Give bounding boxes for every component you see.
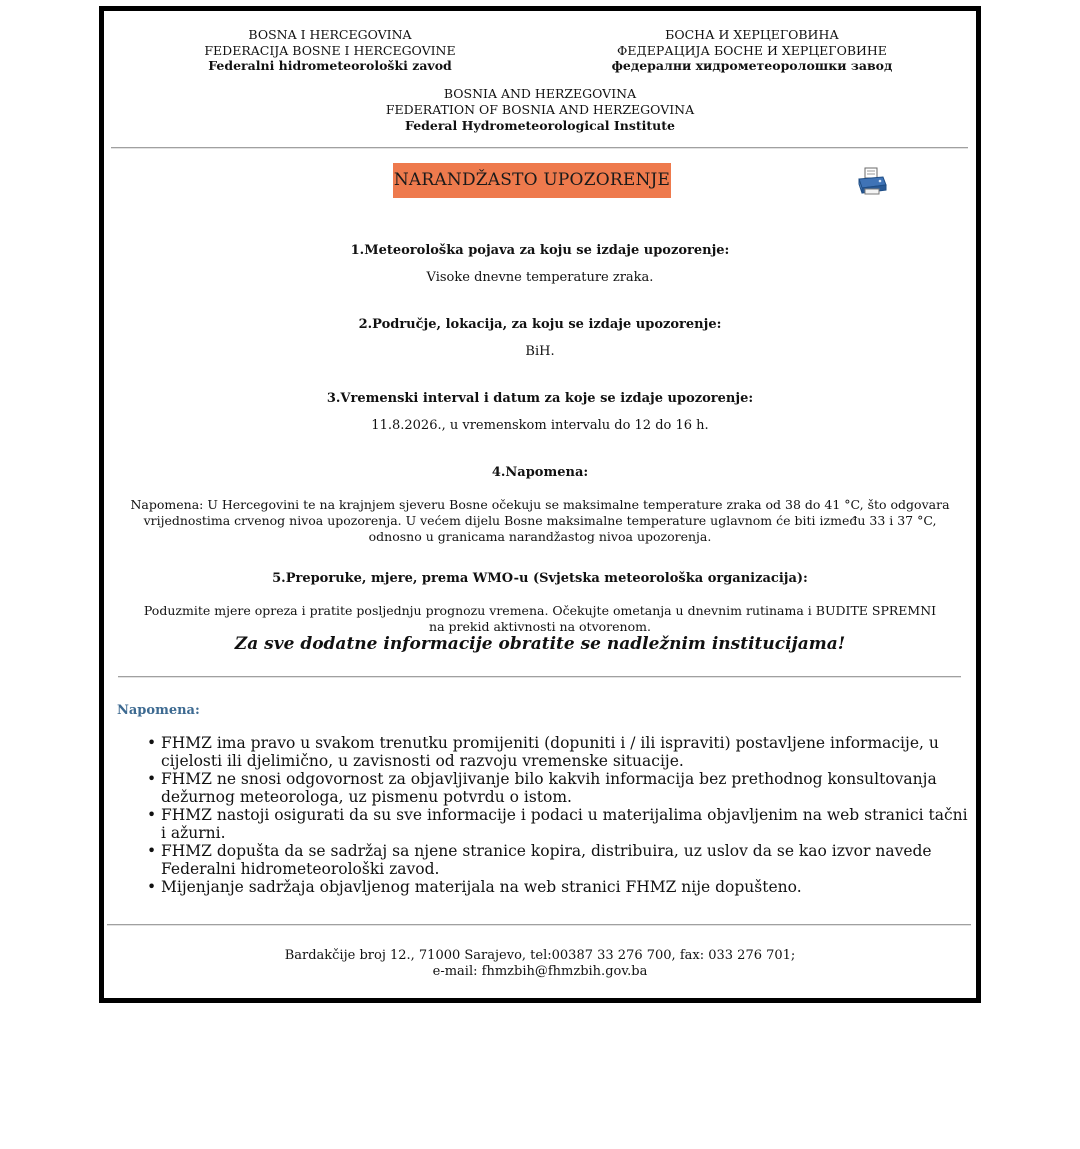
header-bs-country: BOSNA I HERCEGOVINA	[248, 27, 412, 42]
header-bs-federation: FEDERACIJA BOSNE I HERCEGOVINE	[204, 42, 456, 58]
section-2-title: 2.Područje, lokacija, za koju se izdaje upozorenje:	[358, 317, 722, 332]
header-bs-institute: Federalni hidrometeorološki zavod	[208, 58, 452, 73]
header-bosnian	[110, 27, 550, 74]
footer-contact	[104, 948, 976, 980]
section-3-title: 3.Vremenski interval i datum za koje se izdaje upozorenje:	[326, 391, 754, 406]
section-5-title: 5.Preporuke, mjere, prema WMO-u (Svjetska meteorološka organizacija):	[272, 571, 808, 586]
disclaimer-label: Napomena:	[117, 703, 200, 718]
header-serbian	[532, 27, 972, 74]
header-en-country: BOSNIA AND HERZEGOVINA	[443, 86, 637, 101]
footer-divider	[107, 924, 971, 926]
content-divider	[118, 676, 961, 678]
section-1-text: Visoke dnevne temperature zraka.	[426, 270, 654, 285]
contact-institutions-line: Za sve dodatne informacije obratite se nadležnim institucijama!	[234, 634, 846, 654]
section-2-text: BiH.	[525, 344, 555, 359]
header-english	[104, 86, 976, 134]
header-sr-institute: федерални хидрометеоролошки завод	[611, 58, 893, 73]
header-sr-federation: ФЕДЕРАЦИЈА БОСНЕ И ХЕРЦЕГОВИНЕ	[617, 42, 887, 58]
section-4-text: Napomena: U Hercegovini te na krajnjem sjeveru Bosne očekuju se maksimalne temperature zraka od 38 do 41 °C, što odgovara vrijednostima crvenog nivoa upozorenja. U većem dijelu Bosne maksimalne temperature uglavnom će biti između 33 i 37 °C, odnosno u granicama narandžastog nivoa upozorenja.	[130, 497, 950, 544]
warning-document	[99, 6, 981, 1003]
disclaimer-item: • FHMZ ima pravo u svakom trenutku promijeniti (dopuniti i / ili ispraviti) postavljene informacije, u cijelosti ili djelimično, u zavisnosti od razvoju vremenske situacije.	[161, 734, 973, 770]
section-5-text: Poduzmite mjere opreza i pratite posljednju prognozu vremena. Očekujte ometanja u dnevnim rutinama i BUDITE SPREMNI na prekid aktivnosti na otvorenom.	[143, 603, 937, 634]
header-sr-country: БОСНА И ХЕРЦЕГОВИНА	[665, 27, 839, 42]
warning-level-banner: NARANDŽASTO UPOZORENJE	[393, 163, 671, 198]
disclaimer-item: • Mijenjanje sadržaja objavljenog materijala na web stranici FHMZ nije dopušteno.	[161, 878, 973, 896]
header-en-institute: Federal Hydrometeorological Institute	[405, 118, 675, 133]
footer-email: e-mail: fhmzbih@fhmzbih.gov.ba	[432, 964, 648, 979]
disclaimer-item: • FHMZ nastoji osigurati da su sve informacije i podaci u materijalima objavljenim na web stranici tačni i ažurni.	[161, 806, 973, 842]
disclaimer-item: • FHMZ dopušta da se sadržaj sa njene stranice kopira, distribuira, uz uslov da se kao izvor navede Federalni hidrometeorološki zavod.	[161, 842, 973, 878]
disclaimer-item: • FHMZ ne snosi odgovornost za objavljivanje bilo kakvih informacija bez prethodnog konsultovanja dežurnog meteorologa, uz pismenu potvrdu o istom.	[161, 770, 973, 806]
section-1-title: 1.Meteorološka pojava za koju se izdaje upozorenje:	[350, 243, 730, 258]
section-4-title: 4.Napomena:	[491, 465, 589, 480]
section-3-text: 11.8.2026., u vremenskom intervalu do 12 do 16 h.	[371, 418, 709, 433]
header-divider	[111, 147, 968, 149]
disclaimer-list	[161, 734, 973, 896]
printer-icon[interactable]	[856, 167, 888, 195]
header-en-federation: FEDERATION OF BOSNIA AND HERZEGOVINA	[385, 102, 695, 117]
footer-address: Bardakčije broj 12., 71000 Sarajevo, tel:00387 33 276 700, fax: 033 276 701;	[284, 948, 796, 963]
